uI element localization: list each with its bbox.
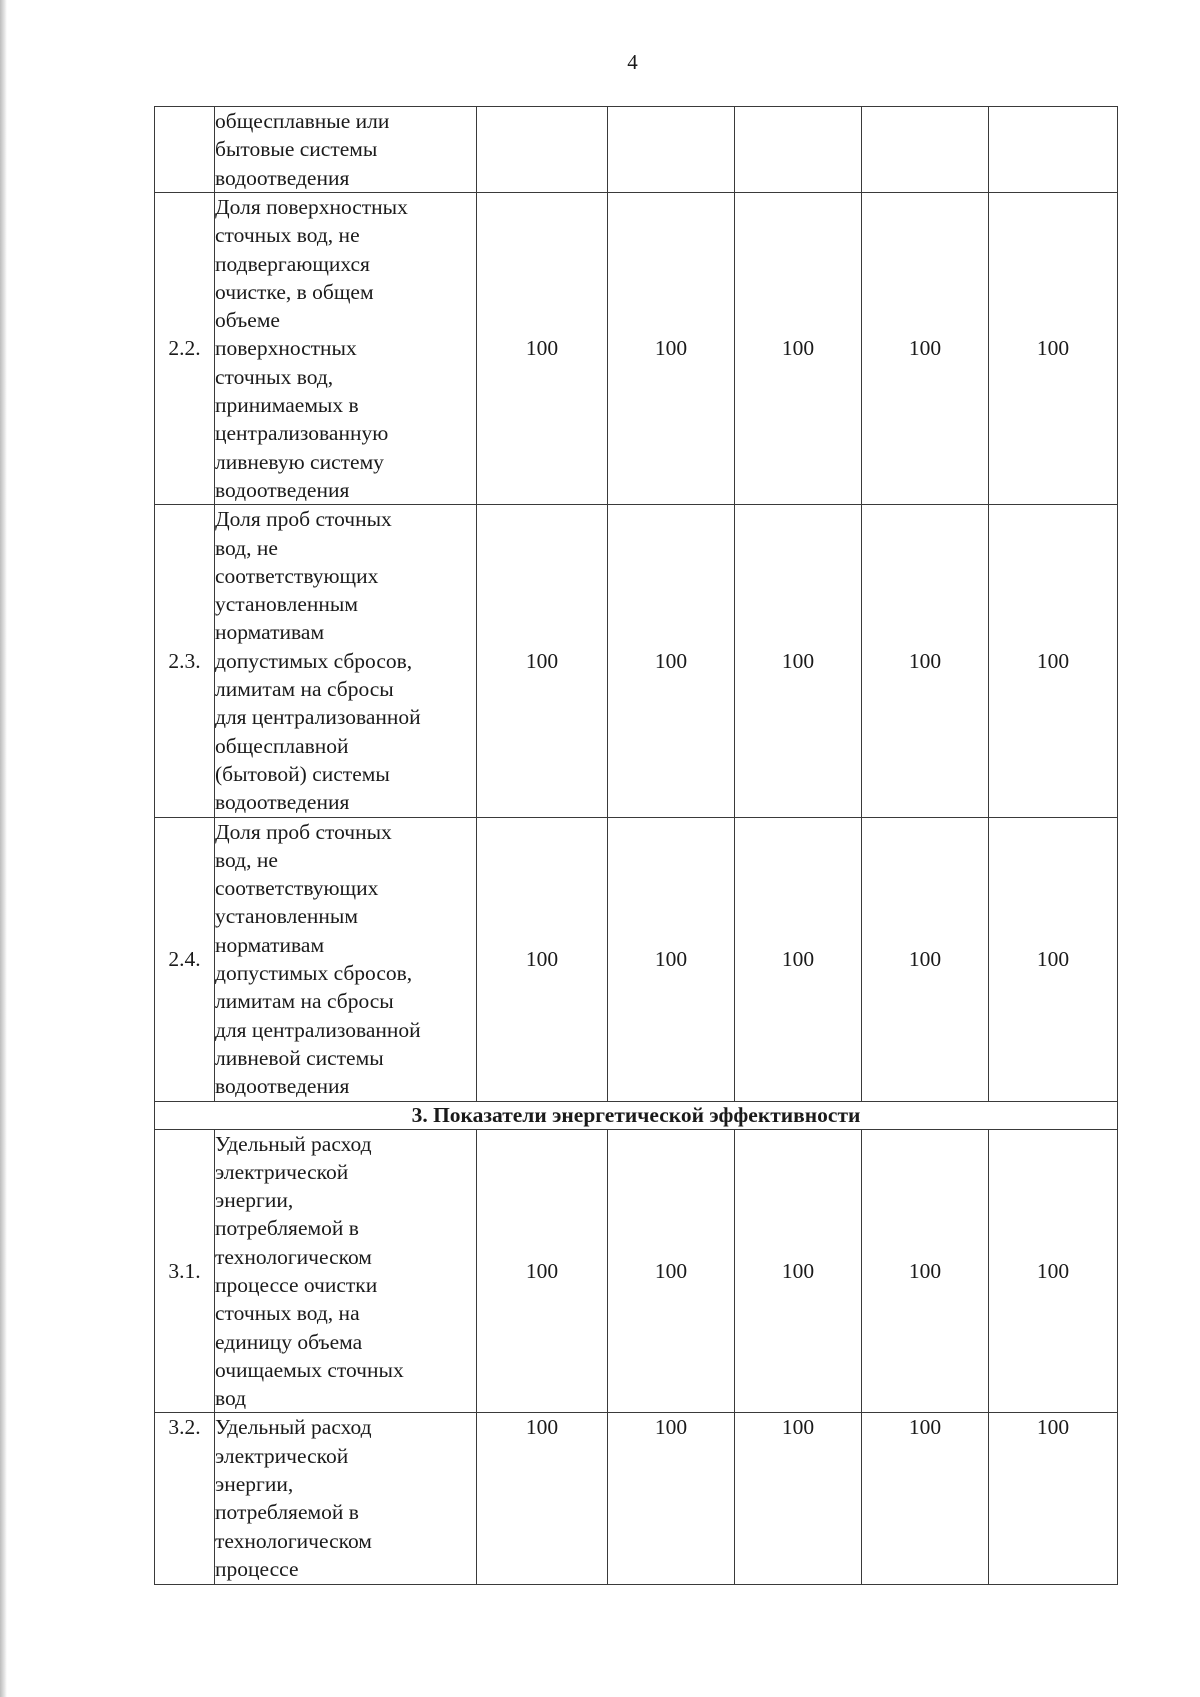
scan-edge-shadow [0,0,7,1697]
indicator-name: Удельный расход электрической энергии, потребляемой в технологическом процессе [215,1413,477,1585]
indicator-name: Доля поверхностных сточных вод, не подвергающихся очистке, в общем объеме поверхностных сточных вод, принимаемых в централизованную ливневую систему водоотведения [215,193,477,505]
table-row [155,505,1118,817]
indicators-table [154,106,1118,1585]
indicator-name: Доля проб сточных вод, не соответствующих установленным нормативам допустимых сбросов, лимитам на сбросы для централизованной общесплавной (бытовой) системы водоотведения [215,505,477,817]
table-row [155,1129,1118,1413]
value-cell [989,107,1118,193]
value-cell [477,107,608,193]
value-cell: 100 [477,193,608,505]
value-cell: 100 [862,193,989,505]
row-number [155,107,215,193]
value-cell: 100 [989,505,1118,817]
table-row [155,1413,1118,1585]
value-cell: 100 [989,817,1118,1101]
row-number: 2.3. [155,505,215,817]
indicator-name: общесплавные или бытовые системы водоотведения [215,107,477,193]
value-cell [608,107,735,193]
value-cell: 100 [735,1413,862,1585]
value-cell: 100 [862,817,989,1101]
row-number: 3.1. [155,1129,215,1413]
value-cell: 100 [608,1413,735,1585]
value-cell: 100 [862,505,989,817]
row-number: 2.4. [155,817,215,1101]
page-number: 4 [627,50,638,74]
value-cell [735,107,862,193]
row-number: 3.2. [155,1413,215,1585]
table-row [155,107,1118,193]
value-cell: 100 [608,505,735,817]
indicator-name: Доля проб сточных вод, не соответствующих установленным нормативам допустимых сбросов, лимитам на сбросы для централизованной ливневой системы водоотведения [215,817,477,1101]
value-cell: 100 [608,1129,735,1413]
value-cell: 100 [608,817,735,1101]
section-row [155,1101,1118,1129]
value-cell: 100 [989,1129,1118,1413]
value-cell: 100 [735,817,862,1101]
value-cell: 100 [735,193,862,505]
value-cell: 100 [989,193,1118,505]
table-row [155,193,1118,505]
value-cell: 100 [989,1413,1118,1585]
value-cell: 100 [477,505,608,817]
value-cell [862,107,989,193]
value-cell: 100 [862,1129,989,1413]
section-heading: 3. Показатели энергетической эффективности [155,1101,1118,1129]
value-cell: 100 [477,1129,608,1413]
table-row [155,817,1118,1101]
value-cell: 100 [477,1413,608,1585]
value-cell: 100 [608,193,735,505]
row-number: 2.2. [155,193,215,505]
value-cell: 100 [735,1129,862,1413]
indicator-name: Удельный расход электрической энергии, потребляемой в технологическом процессе очистки сточных вод, на единицу объема очищаемых сточных вод [215,1129,477,1413]
value-cell: 100 [862,1413,989,1585]
value-cell: 100 [477,817,608,1101]
value-cell: 100 [735,505,862,817]
